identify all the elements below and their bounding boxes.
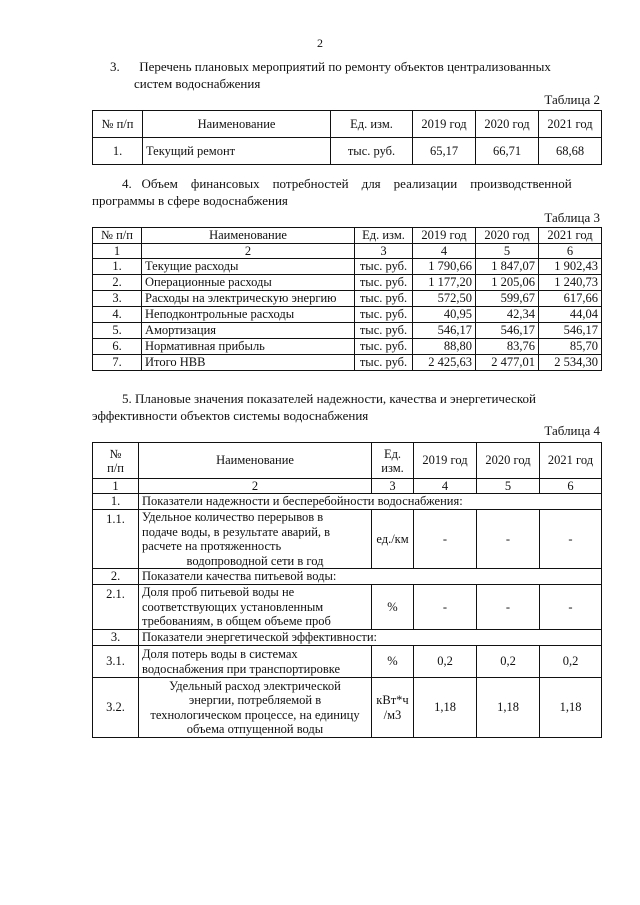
table-2-caption: Таблица 2	[544, 92, 600, 107]
table-row	[93, 307, 602, 323]
table-4-cell-2019: -	[414, 585, 477, 630]
table-4-cell-2021: -	[540, 585, 602, 630]
table-row	[93, 355, 602, 371]
page-number: 2	[317, 36, 323, 50]
table-4-header-2021: 2021 год	[540, 443, 602, 479]
name-line: Доля проб питьевой воды не	[142, 585, 295, 600]
table-4-cell-unit: ед./км	[372, 510, 414, 569]
table-3-cell-num: 5.	[93, 323, 142, 339]
table-3-cell-2020: 599,67	[476, 291, 539, 307]
table-3-cell-2021: 1 240,73	[539, 275, 602, 291]
table-4-header-row	[93, 443, 602, 479]
table-3-numbering-cell: 2	[142, 244, 355, 259]
table-4-cell-name	[139, 678, 372, 738]
table-3-cell-2021: 2 534,30	[539, 355, 602, 371]
table-3-cell-num: 1.	[93, 259, 142, 275]
table-3-header-unit: Ед. изм.	[355, 228, 413, 244]
table-4-cell-2021: 0,2	[540, 646, 602, 678]
table-3-cell-unit: тыс. руб.	[355, 323, 413, 339]
table-3-numbering-cell: 6	[539, 244, 602, 259]
name-line: расчете на протяженность	[142, 539, 282, 553]
table-3-cell-unit: тыс. руб.	[355, 307, 413, 323]
table-3-cell-2020: 2 477,01	[476, 355, 539, 371]
unit-line: кВт*ч	[376, 692, 409, 707]
name-line: подаче воды, в результате аварий, в	[142, 524, 331, 539]
section-5-title	[92, 390, 604, 424]
table-4-group-title: Показатели энергетической эффективности:	[139, 630, 602, 646]
table-4-group-row-1	[93, 494, 602, 510]
table-3-header-2021: 2021 год	[539, 228, 602, 244]
table-3-cell-2020: 1 847,07	[476, 259, 539, 275]
table-3-cell-num: 7.	[93, 355, 142, 371]
table-4-header-num-line1: №	[109, 446, 122, 461]
table-row	[93, 138, 602, 165]
table-4-header-2019: 2019 год	[414, 443, 477, 479]
table-3-cell-num: 2.	[93, 275, 142, 291]
table-4-cell-num: 3.2.	[93, 678, 139, 738]
name-line: водопроводной сети в год	[186, 553, 324, 568]
table-3-cell-2020: 42,34	[476, 307, 539, 323]
name-line: Удельное количество перерывов в	[142, 510, 324, 524]
table-4-cell-2019: 0,2	[414, 646, 477, 678]
table-4-cell-name	[139, 646, 372, 678]
table-3-cell-2019: 1 790,66	[413, 259, 476, 275]
table-3	[92, 227, 602, 371]
table-3-cell-2020: 83,76	[476, 339, 539, 355]
table-4-numbering-row	[93, 479, 602, 494]
table-row	[93, 678, 602, 738]
table-4-numbering-cell: 3	[372, 479, 414, 494]
table-4-header-unit	[372, 443, 414, 479]
name-line: соответствующих установленным	[142, 599, 324, 614]
table-3-numbering-cell: 5	[476, 244, 539, 259]
unit-line: /м3	[383, 707, 402, 722]
table-row	[93, 291, 602, 307]
table-3-cell-name: Текущие расходы	[142, 259, 355, 275]
table-3-cell-name: Итого НВВ	[142, 355, 355, 371]
name-line: Удельный расход электрической	[169, 678, 341, 693]
table-3-cell-name: Расходы на электрическую энергию	[142, 291, 355, 307]
section-3-title-line2: систем водоснабжения	[134, 76, 261, 91]
table-4-header-unit-line2: изм.	[381, 460, 404, 475]
table-2-header-2020: 2020 год	[476, 111, 539, 138]
table-3-cell-2019: 546,17	[413, 323, 476, 339]
table-2-cell-2021: 68,68	[539, 138, 602, 165]
section-4-title-line2: программы в сфере водоснабжения	[92, 193, 288, 208]
section-4-title	[92, 175, 604, 209]
table-4-header-name: Наименование	[139, 443, 372, 479]
table-2-header-2021: 2021 год	[539, 111, 602, 138]
table-2-cell-2019: 65,17	[413, 138, 476, 165]
table-4-cell-2021: 1,18	[540, 678, 602, 738]
table-4-cell-num: 2.1.	[93, 585, 139, 630]
table-2-cell-unit: тыс. руб.	[331, 138, 413, 165]
table-4-group-num: 1.	[93, 494, 139, 510]
table-row	[93, 585, 602, 630]
table-3-header-name: Наименование	[142, 228, 355, 244]
table-4-cell-2020: 0,2	[477, 646, 540, 678]
name-line: технологическом процессе, на единицу	[150, 707, 360, 722]
table-4-cell-name	[139, 510, 372, 569]
table-3-cell-name: Нормативная прибыль	[142, 339, 355, 355]
table-2-header-2019: 2019 год	[413, 111, 476, 138]
table-2-cell-num: 1.	[93, 138, 143, 165]
section-5-title-line1: 5. Плановые значения показателей надежности, качества и энергетической	[122, 391, 536, 406]
table-row	[93, 259, 602, 275]
table-3-cell-2020: 1 205,06	[476, 275, 539, 291]
table-4-header-num-line2: п/п	[107, 460, 124, 475]
table-4-group-num: 3.	[93, 630, 139, 646]
section-5-title-line2: эффективности объектов системы водоснабжения	[92, 408, 369, 423]
table-3-caption: Таблица 3	[544, 210, 600, 225]
table-4-group-row-2	[93, 569, 602, 585]
section-4-title-line1: 4. Объем финансовых потребностей для реализации производственной	[122, 176, 572, 191]
table-3-cell-num: 4.	[93, 307, 142, 323]
table-4-cell-unit: %	[372, 585, 414, 630]
table-4-header-unit-line1: Ед.	[383, 446, 402, 461]
table-4-numbering-cell: 2	[139, 479, 372, 494]
table-3-numbering-cell: 4	[413, 244, 476, 259]
table-3-cell-unit: тыс. руб.	[355, 355, 413, 371]
table-4-cell-2019: -	[414, 510, 477, 569]
table-4-cell-name	[139, 585, 372, 630]
table-2-header-name: Наименование	[143, 111, 331, 138]
table-3-cell-unit: тыс. руб.	[355, 275, 413, 291]
table-4	[92, 442, 602, 738]
table-4-header-num	[93, 443, 139, 479]
table-3-cell-2020: 546,17	[476, 323, 539, 339]
table-4-group-title: Показатели качества питьевой воды:	[139, 569, 602, 585]
table-3-numbering-cell: 3	[355, 244, 413, 259]
table-3-cell-2019: 40,95	[413, 307, 476, 323]
table-4-group-num: 2.	[93, 569, 139, 585]
name-line: энергии, потребляемой в	[188, 693, 322, 707]
table-4-cell-2020: 1,18	[477, 678, 540, 738]
table-4-cell-2020: -	[477, 585, 540, 630]
table-3-cell-2019: 1 177,20	[413, 275, 476, 291]
table-row	[93, 646, 602, 678]
table-2-cell-name: Текущий ремонт	[143, 138, 331, 165]
table-3-header-2020: 2020 год	[476, 228, 539, 244]
name-line: объема отпущенной воды	[186, 722, 324, 736]
table-4-cell-unit: %	[372, 646, 414, 678]
table-3-cell-2021: 85,70	[539, 339, 602, 355]
table-4-cell-2019: 1,18	[414, 678, 477, 738]
table-4-caption: Таблица 4	[544, 423, 600, 438]
table-4-numbering-cell: 1	[93, 479, 139, 494]
table-3-cell-2021: 1 902,43	[539, 259, 602, 275]
name-line: Доля потерь воды в системах	[142, 647, 298, 661]
section-3-title	[110, 58, 610, 92]
table-2-cell-2020: 66,71	[476, 138, 539, 165]
table-4-group-row-3	[93, 630, 602, 646]
table-4-cell-num: 3.1.	[93, 646, 139, 678]
table-3-cell-unit: тыс. руб.	[355, 339, 413, 355]
table-3-numbering-row	[93, 244, 602, 259]
table-2-header-num: № п/п	[93, 111, 143, 138]
table-3-cell-name: Операционные расходы	[142, 275, 355, 291]
table-3-cell-2021: 546,17	[539, 323, 602, 339]
table-3-cell-2019: 88,80	[413, 339, 476, 355]
table-3-cell-name: Неподконтрольные расходы	[142, 307, 355, 323]
table-3-cell-2019: 572,50	[413, 291, 476, 307]
table-4-numbering-cell: 4	[414, 479, 477, 494]
table-4-group-title: Показатели надежности и бесперебойности водоснабжения:	[139, 494, 602, 510]
table-3-cell-unit: тыс. руб.	[355, 291, 413, 307]
table-2-header-row	[93, 111, 602, 138]
table-2-header-unit: Ед. изм.	[331, 111, 413, 138]
table-4-cell-num: 1.1.	[93, 510, 139, 569]
table-3-header-num: № п/п	[93, 228, 142, 244]
table-3-cell-2019: 2 425,63	[413, 355, 476, 371]
table-4-header-2020: 2020 год	[477, 443, 540, 479]
table-3-cell-num: 3.	[93, 291, 142, 307]
table-3-cell-unit: тыс. руб.	[355, 259, 413, 275]
table-3-cell-name: Амортизация	[142, 323, 355, 339]
table-3-header-row	[93, 228, 602, 244]
table-4-numbering-cell: 5	[477, 479, 540, 494]
table-4-cell-2020: -	[477, 510, 540, 569]
name-line: водоснабжения при транспортировке	[142, 661, 341, 676]
table-2	[92, 110, 602, 165]
table-row	[93, 323, 602, 339]
table-3-cell-num: 6.	[93, 339, 142, 355]
table-3-cell-2021: 617,66	[539, 291, 602, 307]
table-3-header-2019: 2019 год	[413, 228, 476, 244]
table-4-numbering-cell: 6	[540, 479, 602, 494]
table-row	[93, 339, 602, 355]
table-4-cell-2021: -	[540, 510, 602, 569]
table-row	[93, 275, 602, 291]
section-3-title-line1: 3. Перечень плановых мероприятий по ремонту объектов централизованных	[110, 59, 551, 74]
table-4-cell-unit	[372, 678, 414, 738]
table-3-numbering-cell: 1	[93, 244, 142, 259]
table-3-cell-2021: 44,04	[539, 307, 602, 323]
name-line: требованиям, в общем объеме проб	[142, 614, 331, 629]
table-row	[93, 510, 602, 569]
